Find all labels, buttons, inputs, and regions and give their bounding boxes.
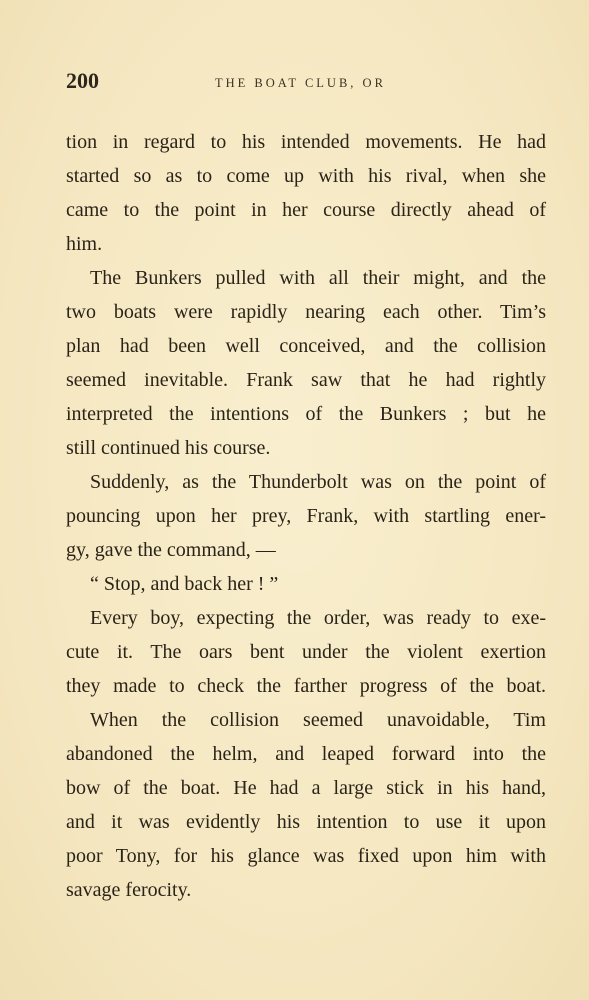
text-line: bow of the boat. He had a large stick in his hand,	[66, 777, 546, 799]
running-head: THE BOAT CLUB, OR	[215, 76, 386, 90]
text-line: When the collision seemed unavoidable, Tim	[90, 709, 546, 731]
text-line: tion in regard to his intended movements. He had	[66, 131, 546, 153]
text-line: came to the point in her course directly ahead of	[66, 199, 546, 221]
text-line: Every boy, expecting the order, was ready to exe-	[90, 607, 546, 629]
text-line: and it was evidently his intention to use it upon	[66, 811, 546, 833]
text-line: him.	[66, 233, 103, 255]
page-number: 200	[66, 68, 99, 93]
text-line: cute it. The oars bent under the violent exertion	[66, 641, 546, 663]
text-line: gy, gave the command, —	[66, 539, 276, 561]
text-line: abandoned the helm, and leaped forward into the	[66, 743, 546, 765]
text-line: started so as to come up with his rival, when she	[66, 165, 546, 187]
text-line: poor Tony, for his glance was fixed upon him with	[66, 845, 546, 867]
text-line: interpreted the intentions of the Bunkers ; but he	[66, 403, 546, 425]
text-line: “ Stop, and back her ! ”	[90, 573, 279, 595]
text-line: plan had been well conceived, and the collision	[66, 335, 546, 357]
text-line: pouncing upon her prey, Frank, with startling ener-	[66, 505, 546, 527]
text-line: two boats were rapidly nearing each other. Tim’s	[66, 301, 546, 323]
text-line: The Bunkers pulled with all their might, and the	[90, 267, 546, 289]
text-line: they made to check the farther progress of the boat.	[66, 675, 546, 697]
text-line: still continued his course.	[66, 437, 271, 459]
text-line: savage ferocity.	[66, 879, 192, 901]
text-line: seemed inevitable. Frank saw that he had rightly	[66, 369, 546, 391]
text-line: Suddenly, as the Thunderbolt was on the point of	[90, 471, 546, 493]
page-header	[66, 68, 546, 98]
